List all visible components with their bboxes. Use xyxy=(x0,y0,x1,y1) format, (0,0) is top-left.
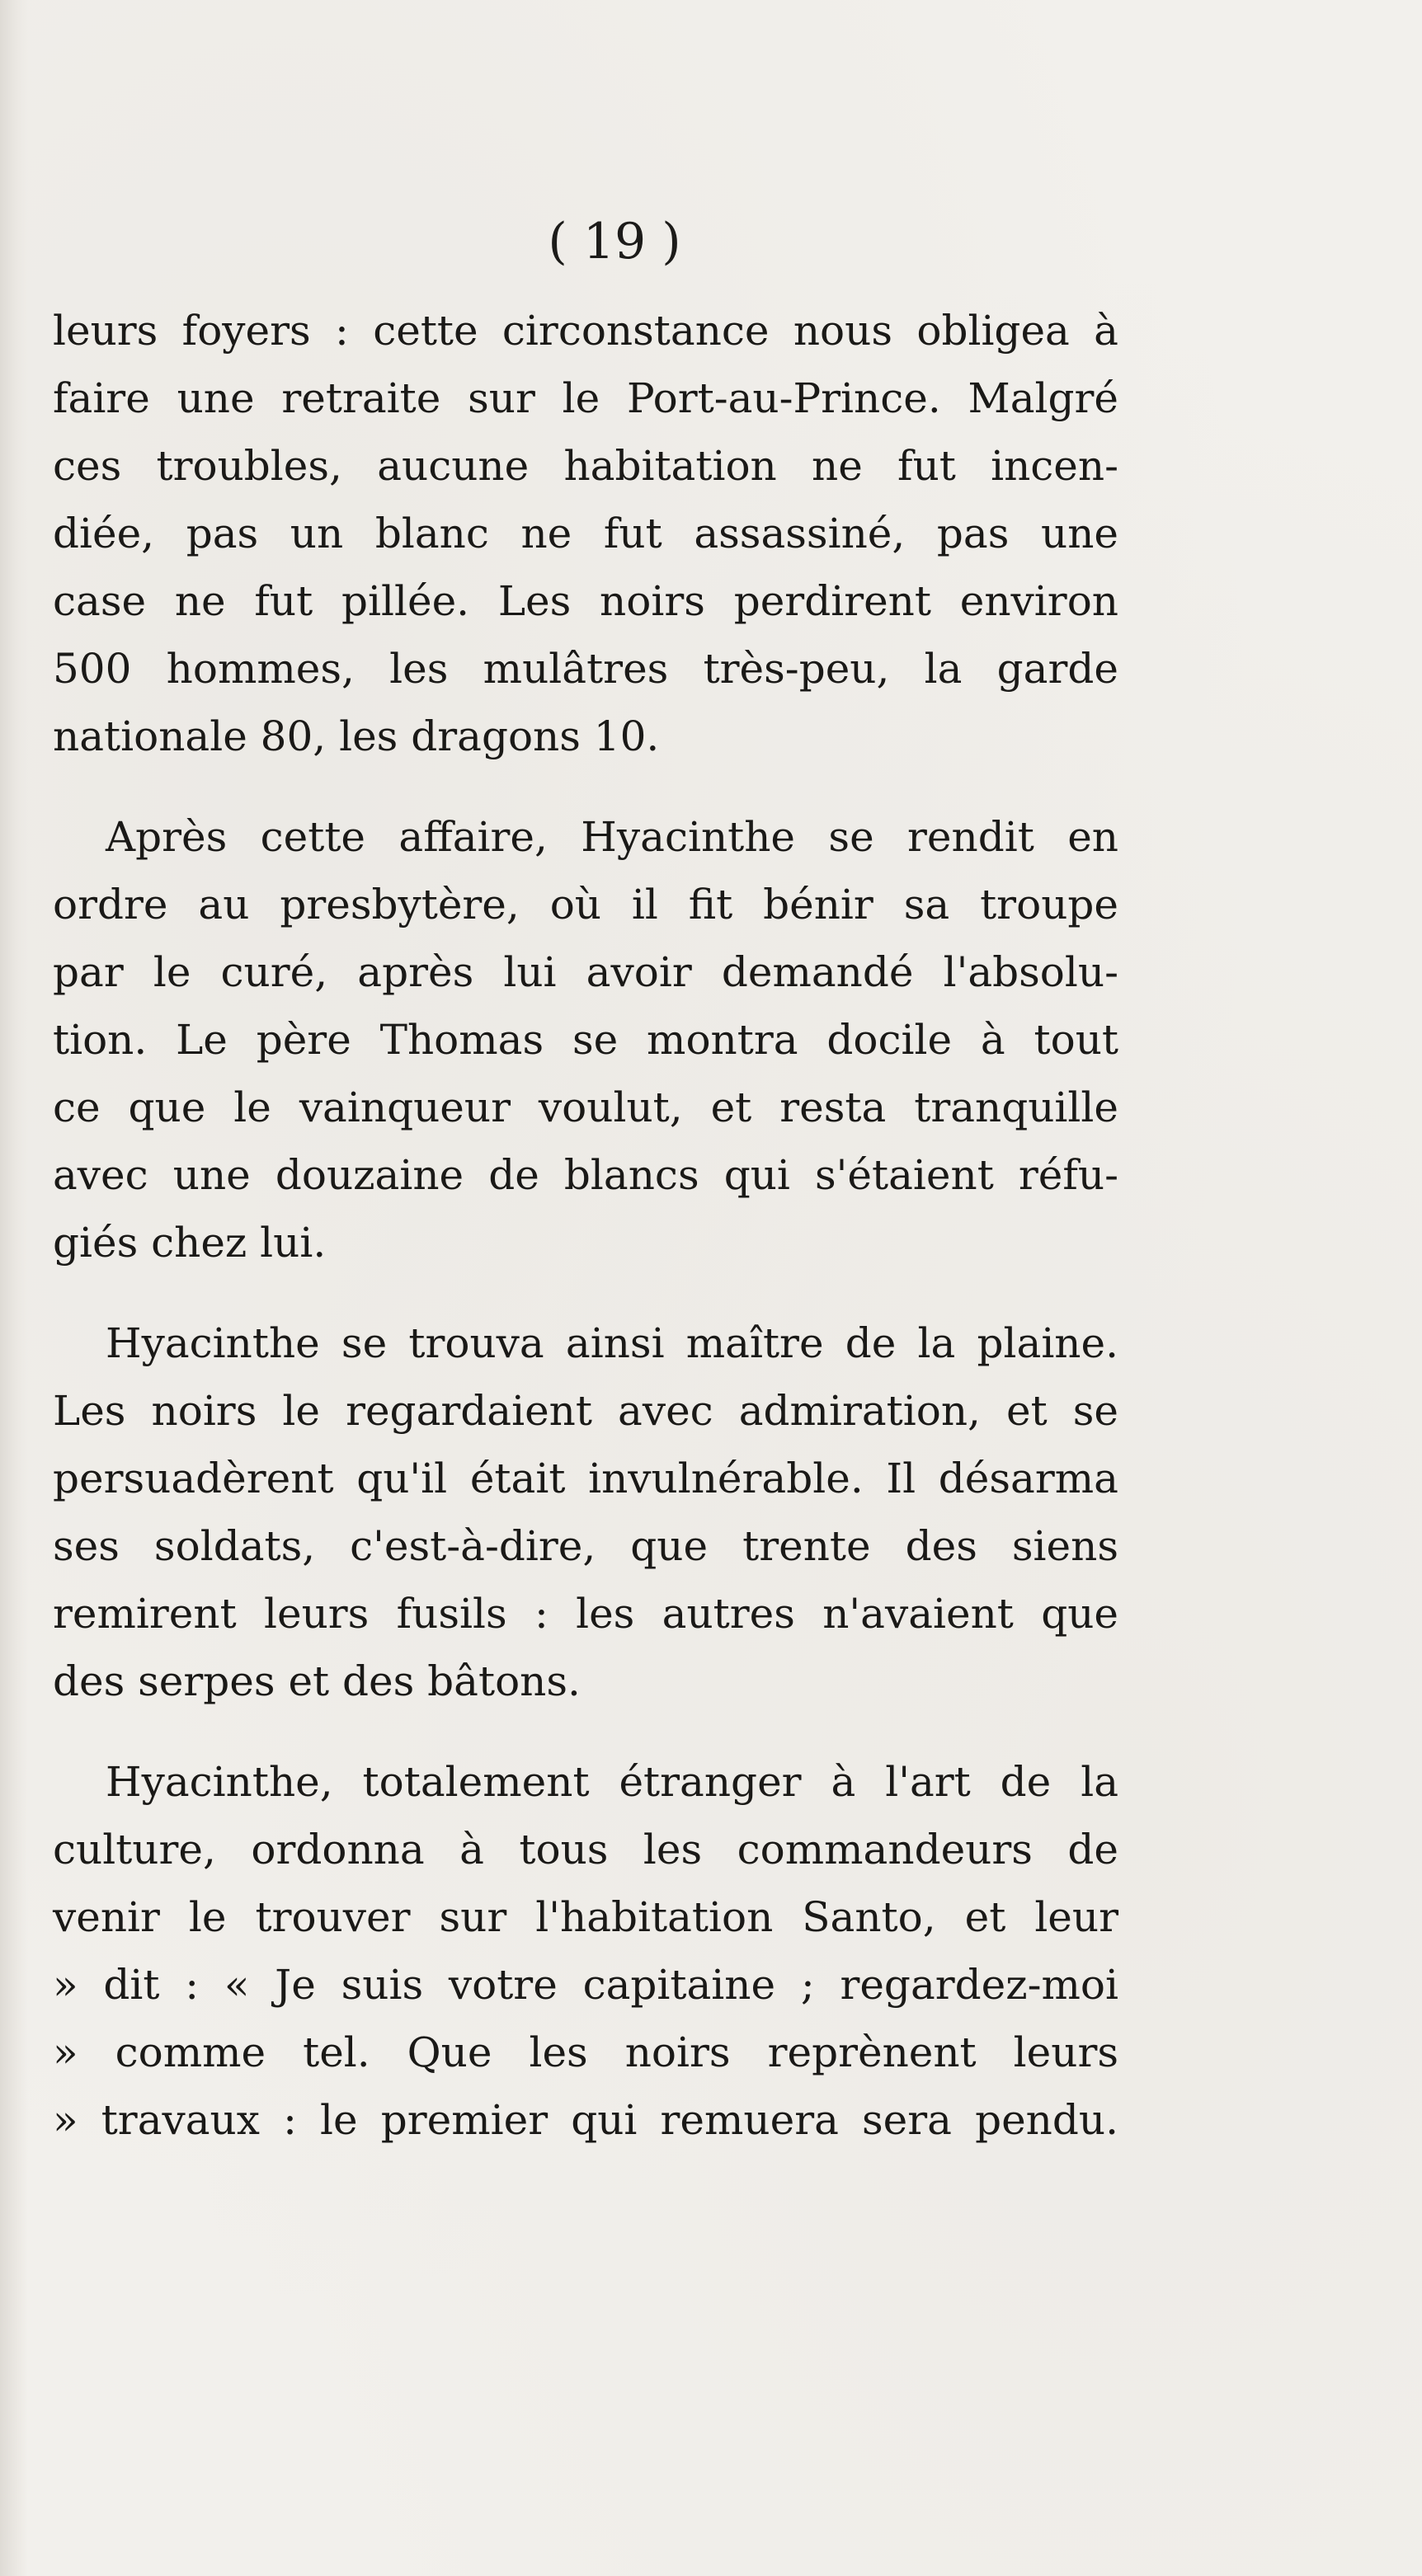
body-text xyxy=(53,297,1118,2154)
text-line: Hyacinthe, totalement étranger à l'art de la xyxy=(106,1758,1118,1806)
text-line: » comme tel. Que les noirs reprènent leurs xyxy=(53,2028,1118,2076)
text-line: diée, pas un blanc ne fut assassiné, pas une xyxy=(53,510,1118,557)
text-line: case ne fut pillée. Les noirs perdirent environ xyxy=(53,577,1118,625)
text-line: ses soldats, c'est-à-dire, que trente des siens xyxy=(53,1522,1118,1570)
paragraph-spacer xyxy=(53,1715,1118,1748)
text-line: remirent leurs fusils : les autres n'avaient que xyxy=(53,1590,1118,1638)
paragraph-4 xyxy=(53,1748,1118,2154)
text-line: nationale 80, les dragons 10. xyxy=(53,712,660,760)
page-binding-edge xyxy=(0,0,28,2576)
paragraph-3 xyxy=(53,1309,1118,1715)
text-line: Hyacinthe se trouva ainsi maître de la plaine. xyxy=(106,1319,1118,1367)
text-line: ce que le vainqueur voulut, et resta tranquille xyxy=(53,1084,1118,1131)
text-line: faire une retraite sur le Port-au-Prince. Malgré xyxy=(53,374,1118,422)
text-line: avec une douzaine de blancs qui s'étaient réfu- xyxy=(53,1151,1118,1199)
text-line: culture, ordonna à tous les commandeurs de xyxy=(53,1826,1118,1873)
text-line: leurs foyers : cette circonstance nous obligea à xyxy=(53,307,1118,355)
text-line: persuadèrent qu'il était invulnérable. Il désarma xyxy=(53,1455,1118,1502)
paragraph-1 xyxy=(53,297,1118,770)
text-line: Les noirs le regardaient avec admiration, et se xyxy=(53,1387,1118,1435)
text-line: ordre au presbytère, où il fit bénir sa troupe xyxy=(53,881,1118,928)
text-line: 500 hommes, les mulâtres très-peu, la garde xyxy=(53,645,1118,693)
paragraph-2 xyxy=(53,803,1118,1276)
paragraph-spacer xyxy=(53,770,1118,803)
text-line: tion. Le père Thomas se montra docile à tout xyxy=(53,1016,1118,1064)
page-number: ( 19 ) xyxy=(548,213,681,270)
text-line: » dit : « Je suis votre capitaine ; regardez-moi xyxy=(53,1961,1118,2009)
text-line: Après cette affaire, Hyacinthe se rendit en xyxy=(106,813,1118,861)
text-line: venir le trouver sur l'habitation Santo, et leur xyxy=(53,1893,1118,1941)
text-line: » travaux : le premier qui remuera sera pendu. xyxy=(53,2096,1118,2144)
paragraph-spacer xyxy=(53,1276,1118,1309)
text-line: des serpes et des bâtons. xyxy=(53,1657,581,1705)
text-line: par le curé, après lui avoir demandé l'absolu- xyxy=(53,948,1118,996)
text-line: ces troubles, aucune habitation ne fut incen- xyxy=(53,442,1118,490)
text-line: giés chez lui. xyxy=(53,1219,327,1267)
